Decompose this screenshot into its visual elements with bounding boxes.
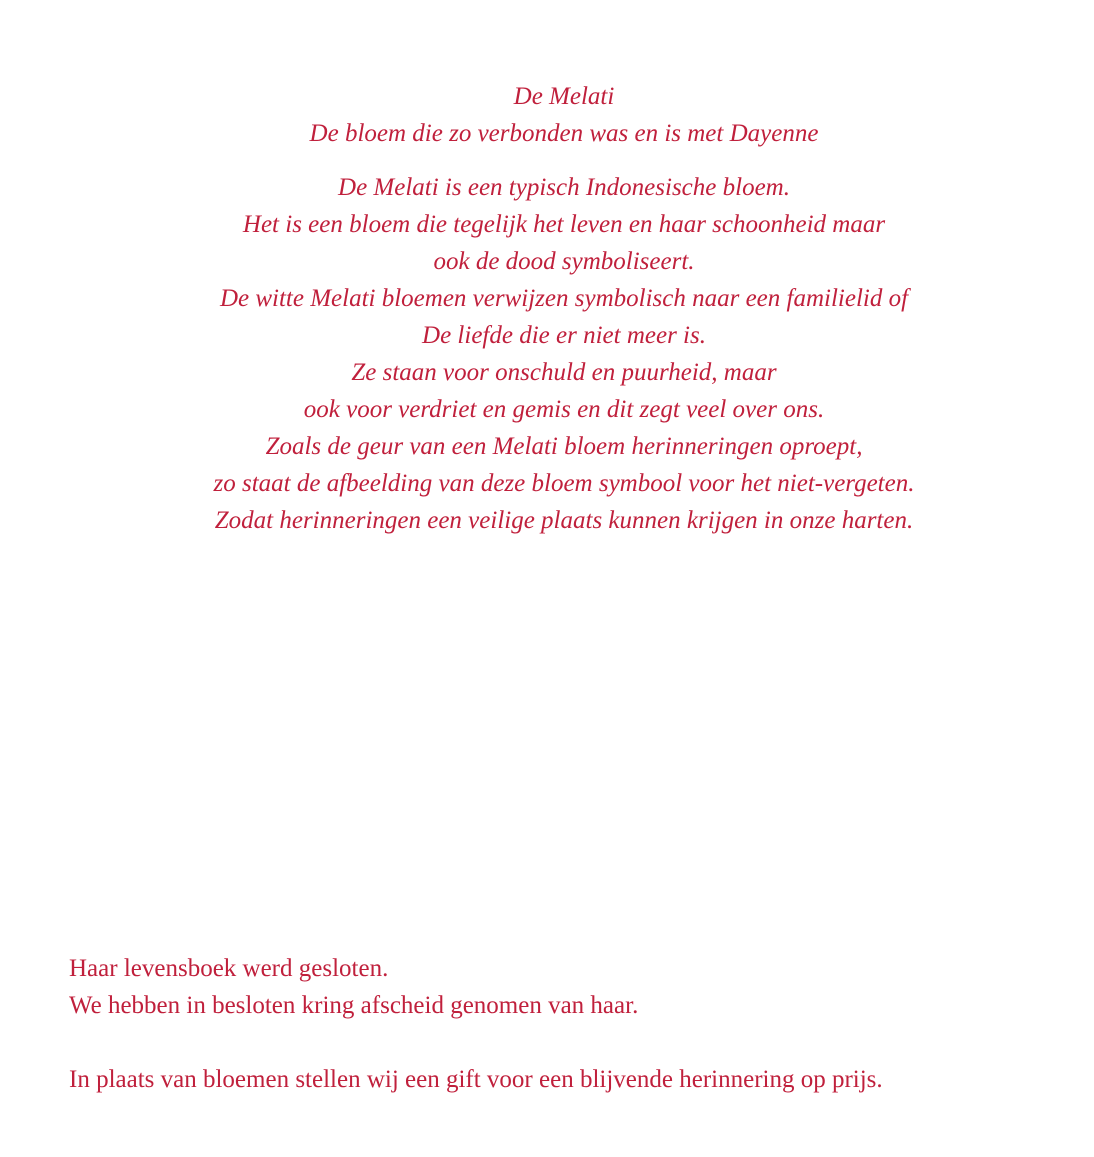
poem-line: ook voor verdriet en gemis en dit zegt veel over ons. <box>303 396 825 423</box>
poem-line: zo staat de afbeelding van deze bloem symbool voor het niet-vergeten. <box>213 470 915 497</box>
poem-line: Zoals de geur van een Melati bloem herinneringen oproept, <box>265 433 863 460</box>
notice-line-closed-book: Haar levensboek werd gesloten. <box>69 955 389 982</box>
poem-title: De Melati <box>513 83 615 110</box>
notice-block <box>69 950 883 1098</box>
notice-line-farewell: We hebben in besloten kring afscheid genomen van haar. <box>69 992 639 1019</box>
notice-line-gift: In plaats van bloemen stellen wij een gift voor een blijvende herinnering op prijs. <box>69 1066 883 1093</box>
poem-line: De witte Melati bloemen verwijzen symbolisch naar een familielid of <box>219 285 909 312</box>
poem-line: Het is een bloem die tegelijk het leven en haar schoonheid maar <box>242 211 886 238</box>
poem-line: De Melati is een typisch Indonesische bloem. <box>338 174 790 201</box>
notice-spacer <box>69 1024 883 1061</box>
poem-subtitle: De bloem die zo verbonden was en is met Dayenne <box>309 120 819 147</box>
poem-line: Zodat herinneringen een veilige plaats kunnen krijgen in onze harten. <box>214 507 914 534</box>
poem-line: Ze staan voor onschuld en puurheid, maar <box>351 359 777 386</box>
poem-block <box>0 78 1094 539</box>
poem-line: De liefde die er niet meer is. <box>422 322 706 349</box>
poem-line: ook de dood symboliseert. <box>433 248 695 275</box>
